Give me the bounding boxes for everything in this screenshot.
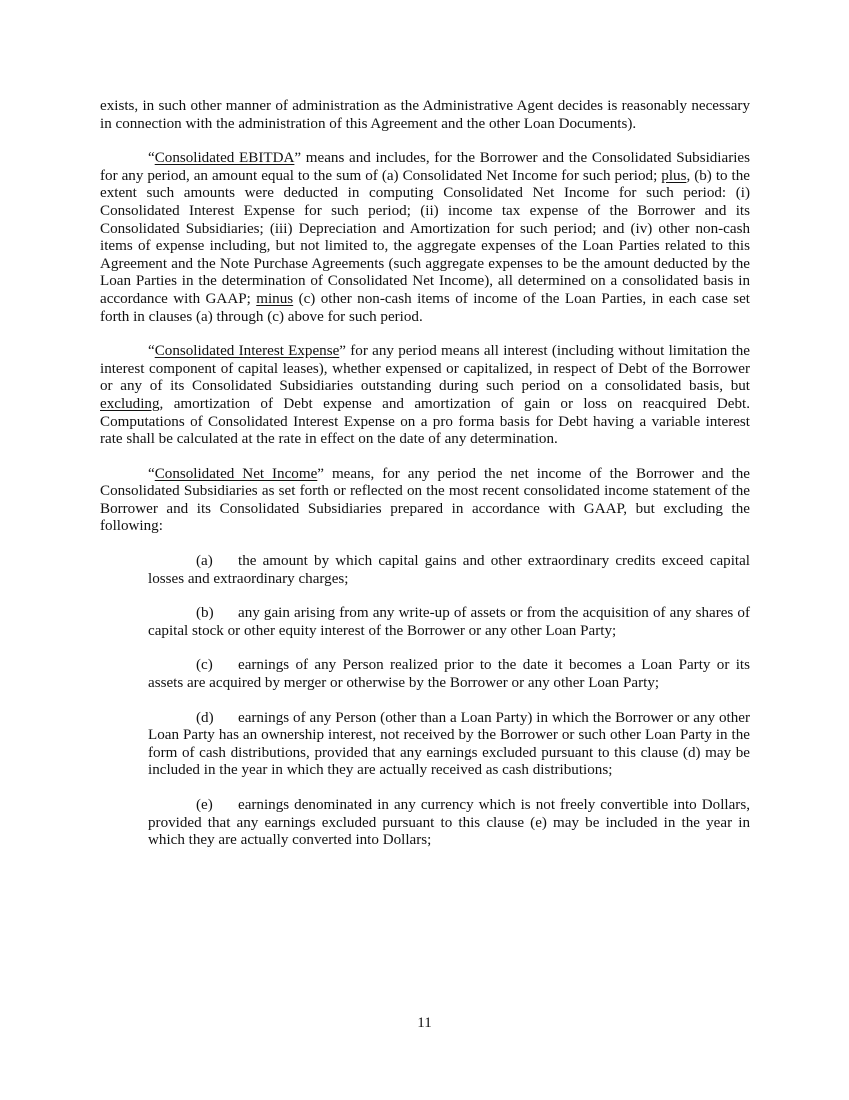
defined-term: Consolidated Interest Expense bbox=[154, 343, 340, 360]
clause-text: the amount by which capital gains and other extraordinary credits exceed capital losses and extraordinary charges; bbox=[148, 553, 750, 587]
clause-a bbox=[148, 553, 750, 588]
definition-text: , (b) to the extent such amounts were deducted in computing Consolidated Net Income for such period: (i) Consolidated Interest Expense for such period; (ii) income tax expense of the Borrower and its Consolidated Subsidiaries; (iii) Depreciation and Amortization for such period; and (iv) other non-cash items of expense including, but not limited to, the aggregate expenses of the Loan Parties related to this Agreement and the Note Purchase Agreements (such aggregate expenses to be the amount deducted by the Loan Parties in the determination of Consolidated Net Income), all determined on a consolidated basis in accordance with GAAP; bbox=[100, 167, 750, 307]
clause-label: (d) bbox=[196, 709, 214, 726]
open-quote: “ bbox=[148, 150, 155, 167]
emphasis-excluding: excluding bbox=[100, 395, 160, 412]
clause-b bbox=[148, 605, 750, 640]
clause-label: (c) bbox=[196, 657, 213, 674]
emphasis-minus: minus bbox=[256, 290, 294, 307]
defined-term: Consolidated EBITDA bbox=[154, 150, 295, 167]
definition-consolidated-ebitda bbox=[100, 150, 750, 326]
definition-text: ” means and includes, for the Borrower and the Consolidated Subsidiaries for any period, an amount equal to the sum of (a) Consolidated Net Income for such period; bbox=[100, 150, 750, 184]
emphasis-plus: plus bbox=[661, 167, 687, 184]
clause-e bbox=[148, 797, 750, 850]
open-quote: “ bbox=[148, 465, 155, 482]
clause-text: earnings denominated in any currency which is not freely convertible into Dollars, provided that any earnings excluded pursuant to this clause (e) may be included in the year in which they are actually converted into Dollars; bbox=[148, 797, 750, 849]
definition-consolidated-net-income bbox=[100, 466, 750, 536]
continuation-paragraph: exists, in such other manner of administration as the Administrative Agent decides is reasonably necessary in connection with the administration of this Agreement and the other Loan Documents). bbox=[100, 98, 750, 132]
defined-term: Consolidated Net Income bbox=[154, 465, 318, 482]
open-quote: “ bbox=[148, 343, 155, 360]
clause-text: earnings of any Person realized prior to the date it becomes a Loan Party or its assets are acquired by merger or otherwise by the Borrower or any other Loan Party; bbox=[148, 657, 750, 692]
clause-text: any gain arising from any write-up of assets or from the acquisition of any shares of capital stock or other equity interest of the Borrower or any other Loan Party; bbox=[148, 605, 750, 639]
clause-label: (a) bbox=[196, 553, 213, 570]
clause-text: earnings of any Person (other than a Loan Party) in which the Borrower or any other Loan Party has an ownership interest, not received by the Borrower or such other Loan Party in the form of cash distributions, provided that any earnings excluded pursuant to this clause (d) may be included in the year in which they are actually received as cash distributions; bbox=[148, 709, 750, 779]
definition-text: ” means, for any period the net income of the Borrower and the Consolidated Subsidiaries as set forth or reflected on the most recent consolidated income statement of the Borrower and its Consolidated Subsidiaries prepared in accordance with GAAP, but excluding the following: bbox=[100, 465, 750, 535]
definition-text: (c) other non-cash items of income of the Loan Parties, in each case set forth in clauses (a) through (c) above for such period. bbox=[100, 290, 750, 325]
clause-label: (b) bbox=[196, 605, 214, 622]
clause-c bbox=[148, 657, 750, 692]
page-number: 11 bbox=[417, 1015, 432, 1031]
clause-d bbox=[148, 710, 750, 780]
definition-consolidated-interest-expense bbox=[100, 343, 750, 449]
definition-text: , amortization of Debt expense and amortization of gain or loss on reacquired Debt. Computations of Consolidated Interest Expense on a pro forma basis for Debt having a variable interest rate shall be calculated at the rate in effect on the date of any determination. bbox=[100, 395, 750, 448]
clause-label: (e) bbox=[196, 797, 213, 813]
definition-text: ” for any period means all interest (including without limitation the interest component of capital leases), whether expensed or capitalized, in respect of Debt of the Borrower or any of its Consolidated Subsidiaries outstanding during such period on a consolidated basis, but bbox=[100, 343, 750, 395]
document-page bbox=[100, 98, 750, 850]
